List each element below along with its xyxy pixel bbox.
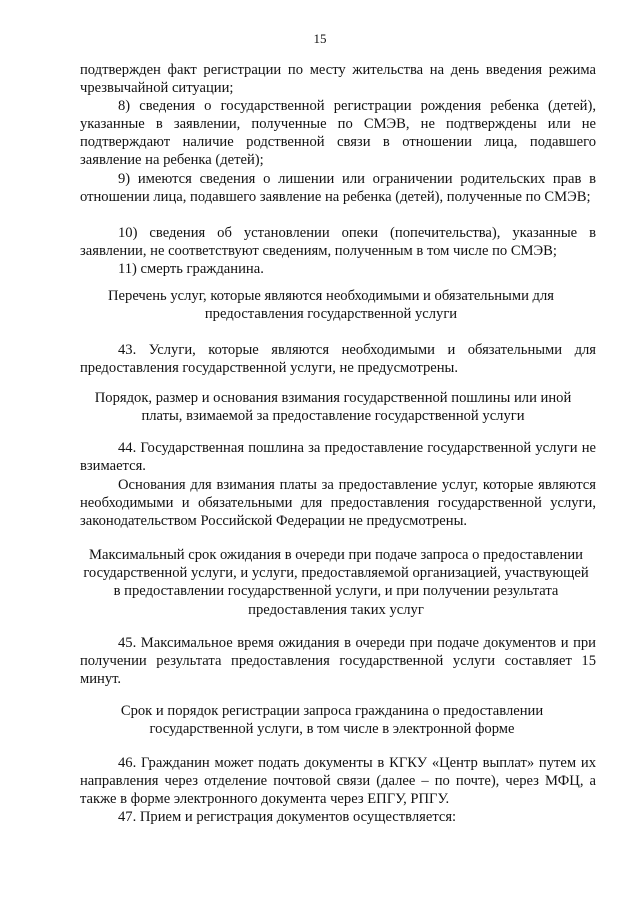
section-heading-registration: Срок и порядок регистрации запроса гражданина о предоставлении государственной услуги, в том числе в электронной форме [120,703,544,738]
paragraph-item-9: 9) имеются сведения о лишении или ограничении родительских прав в отношении лица, подавшего заявление на ребенка (детей), полученные по СМЭВ; [80,171,596,206]
paragraph-44: 44. Государственная пошлина за предоставление государственной услуги не взимается. [80,440,596,475]
section-heading-services: Перечень услуг, которые являются необходимыми и обязательными для предоставления государственной услуги [108,288,554,323]
section-heading-fee: Порядок, размер и основания взимания государственной пошлины или иной платы, взимаемой за предоставление государственной услуги [94,390,572,425]
paragraph-45: 45. Максимальное время ожидания в очереди при подаче документов и при получении результата предоставления государственной услуги составляет 15 минут. [80,635,596,688]
page-number: 15 [313,31,327,46]
paragraph-continuation: подтвержден факт регистрации по месту жительства на день введения режима чрезвычайной ситуации; [80,62,596,97]
paragraph-item-10: 10) сведения об установлении опеки (попечительства), указанные в заявлении, не соответствуют сведениям, полученным в том числе по СМЭВ; [80,225,596,260]
paragraph-item-8: 8) сведения о государственной регистрации рождения ребенка (детей), указанные в заявлении, полученные по СМЭВ, не подтверждены или не подтверждают наличие родственной связи в отношении лица, подавшего заявление на ребенка (детей); [80,98,596,169]
paragraph-47: 47. Прием и регистрация документов осуществляется: [118,809,457,825]
paragraph-43: 43. Услуги, которые являются необходимыми и обязательными для предоставления государственной услуги, не предусмотрены. [80,342,596,377]
paragraph-46: 46. Гражданин может подать документы в КГКУ «Центр выплат» путем их направления через отделение почтовой связи (далее – по почте), через МФЦ, а также в форме электронного документа через ЕПГУ, РПГУ. [80,755,596,808]
section-heading-queue: Максимальный срок ожидания в очереди при подаче запроса о предоставлении государственной услуги, и услуги, предоставляемой организацией, участвующей в предоставлении государственной услуги, и при получении результата предоставления таких услуг [83,547,589,618]
paragraph-item-11: 11) смерть гражданина. [118,261,264,277]
paragraph-44-grounds: Основания для взимания платы за предоставление услуг, которые являются необходимыми и обязательными для предоставления государственной услуги, законодательством Российской Федерации не предусмотрены. [80,477,596,530]
